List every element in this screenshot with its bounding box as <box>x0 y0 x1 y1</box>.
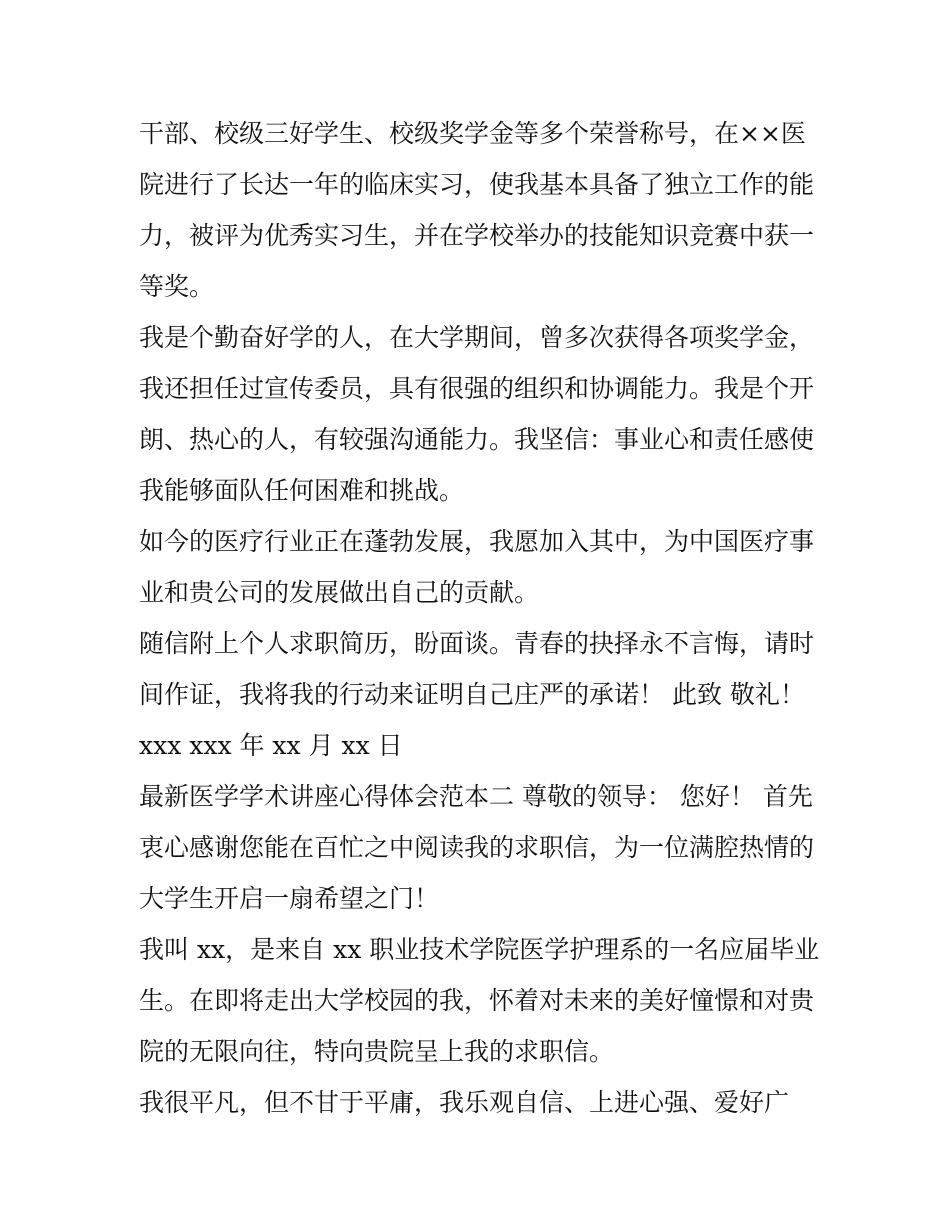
text-line: 我是个勤奋好学的人，在大学期间，曾多次获得各项奖学金， <box>139 323 815 352</box>
text-line: 我叫 xx，是来自 xx 职业技术学院医学护理系的一名应届毕业 <box>139 935 819 964</box>
text-line: 衷心感谢您能在百忙之中阅读我的求职信，为一位满腔热情的 <box>139 833 815 862</box>
document-body <box>139 108 819 1128</box>
text-line: 院进行了长达一年的临床实习，使我基本具备了独立工作的能 <box>139 170 815 199</box>
text-line: 朗、热心的人，有较强沟通能力。我坚信：事业心和责任感使 <box>139 425 815 454</box>
text-line: 院的无限向往，特向贵院呈上我的求职信。 <box>139 1037 615 1066</box>
date-line: xxx xxx 年 xx 月 xx 日 <box>139 731 403 760</box>
text-line: 最新医学学术讲座心得体会范本二 尊敬的领导： 您好！ 首先 <box>139 782 813 811</box>
text-line: 干部、校级三好学生、校级奖学金等多个荣誉称号，在××医 <box>139 119 806 148</box>
text-line: 如今的医疗行业正在蓬勃发展，我愿加入其中，为中国医疗事 <box>139 527 815 556</box>
text-line: 业和贵公司的发展做出自己的贡献。 <box>139 578 540 607</box>
text-line: 我还担任过宣传委员，具有很强的组织和协调能力。我是个开 <box>139 374 815 403</box>
text-line: 力，被评为优秀实习生，并在学校举办的技能知识竞赛中获一 <box>139 221 815 250</box>
text-line: 我很平凡，但不甘于平庸，我乐观自信、上进心强、爱好广 <box>139 1088 790 1117</box>
text-line: 我能够面队任何困难和挑战。 <box>139 476 465 505</box>
text-line: 等奖。 <box>139 272 215 301</box>
text-line: 大学生开启一扇希望之门！ <box>139 884 440 913</box>
text-line: 生。在即将走出大学校园的我，怀着对未来的美好憧憬和对贵 <box>139 986 815 1015</box>
text-line: 间作证，我将我的行动来证明自己庄严的承诺！ 此致 敬礼！ <box>139 680 805 709</box>
text-line: 随信附上个人求职简历，盼面谈。青春的抉择永不言悔，请时 <box>139 629 815 658</box>
